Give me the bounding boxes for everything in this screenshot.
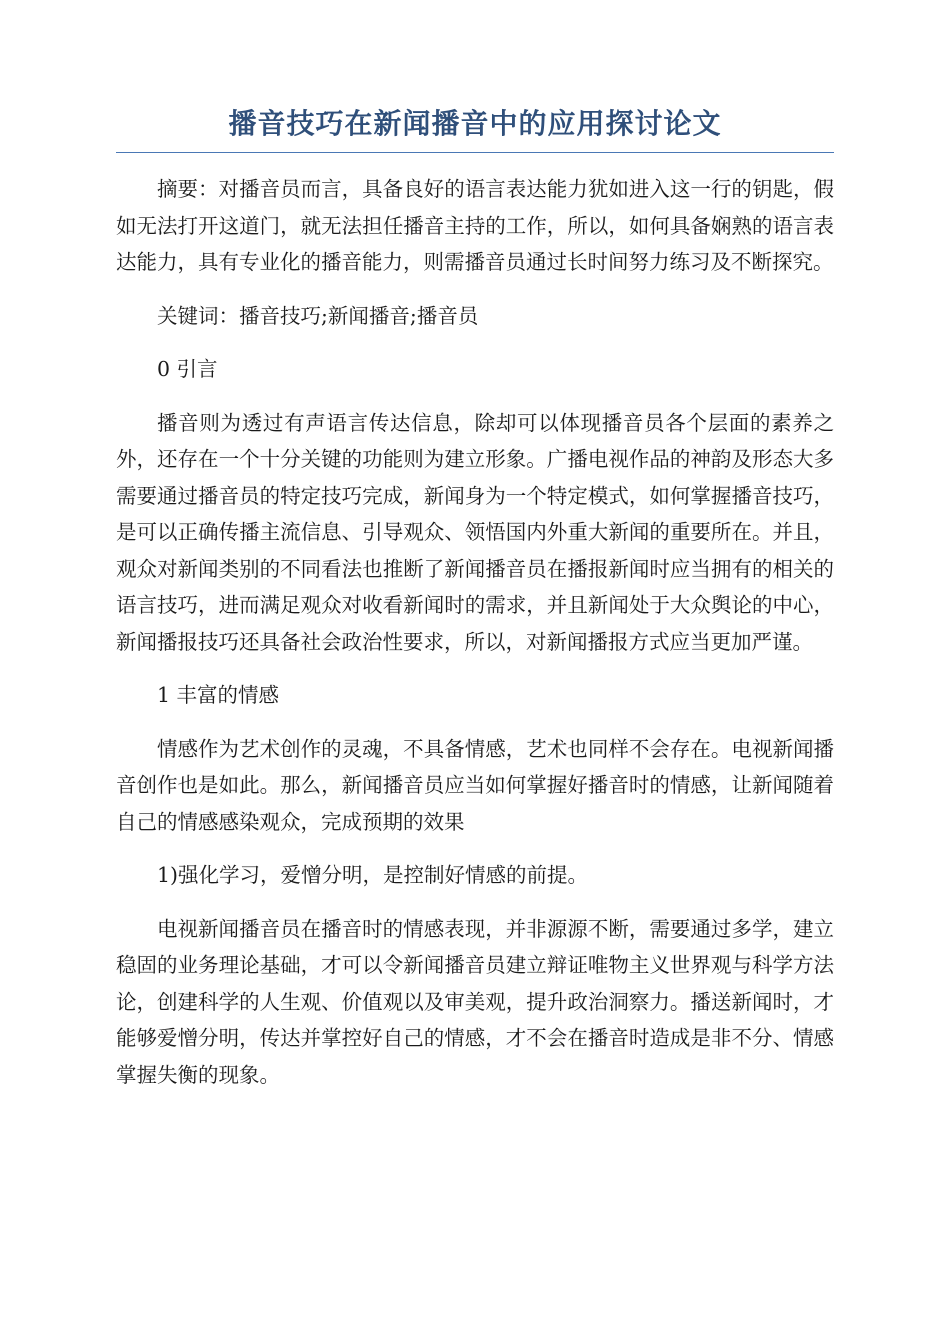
introduction-paragraph: 播音则为透过有声语言传达信息，除却可以体现播音员各个层面的素养之外，还存在一个十分关键的功能则为建立形象。广播电视作品的神韵及形态大多需要通过播音员的特定技巧完成，新闻身为一个特定模式，如何掌握播音技巧，是可以正确传播主流信息、引导观众、领悟国内外重大新闻的重要所在。并且，观众对新闻类别的不同看法也推断了新闻播音员在播报新闻时应当拥有的相关的语言技巧，进而满足观众对收看新闻时的需求，并且新闻处于大众舆论的中心，新闻播报技巧还具备社会政治性要求，所以，对新闻播报方式应当更加严谨。 <box>116 410 834 654</box>
document-title: 播音技巧在新闻播音中的应用探讨论文 <box>228 107 722 140</box>
section-heading-emotion: 1 丰富的情感 <box>157 683 280 707</box>
subpoint-heading-1: 1)强化学习，爱憎分明，是控制好情感的前提。 <box>157 863 589 887</box>
keywords-line: 关键词：播音技巧;新闻播音;播音员 <box>157 303 479 328</box>
title-underline <box>116 152 834 153</box>
emotion-paragraph: 情感作为艺术创作的灵魂，不具备情感，艺术也同样不会存在。电视新闻播音创作也是如此。那么，新闻播音员应当如何掌握好播音时的情感，让新闻随着自己的情感感染观众，完成预期的效果 <box>116 736 834 834</box>
document-page <box>116 104 834 1110</box>
section-heading-introduction: 0 引言 <box>157 357 218 381</box>
abstract-paragraph: 摘要：对播音员而言，具备良好的语言表达能力犹如进入这一行的钥匙，假如无法打开这道门，就无法担任播音主持的工作，所以，如何具备娴熟的语言表达能力，具有专业化的播音能力，则需播音员通过长时间努力练习及不断探究。 <box>116 177 834 274</box>
subpoint-paragraph-1: 电视新闻播音员在播音时的情感表现，并非源源不断，需要通过多学，建立稳固的业务理论基础，才可以令新闻播音员建立辩证唯物主义世界观与科学方法论，创建科学的人生观、价值观以及审美观，提升政治洞察力。播送新闻时，才能够爱憎分明，传达并掌控好自己的情感，才不会在播音时造成是非不分、情感掌握失衡的现象。 <box>116 916 834 1087</box>
